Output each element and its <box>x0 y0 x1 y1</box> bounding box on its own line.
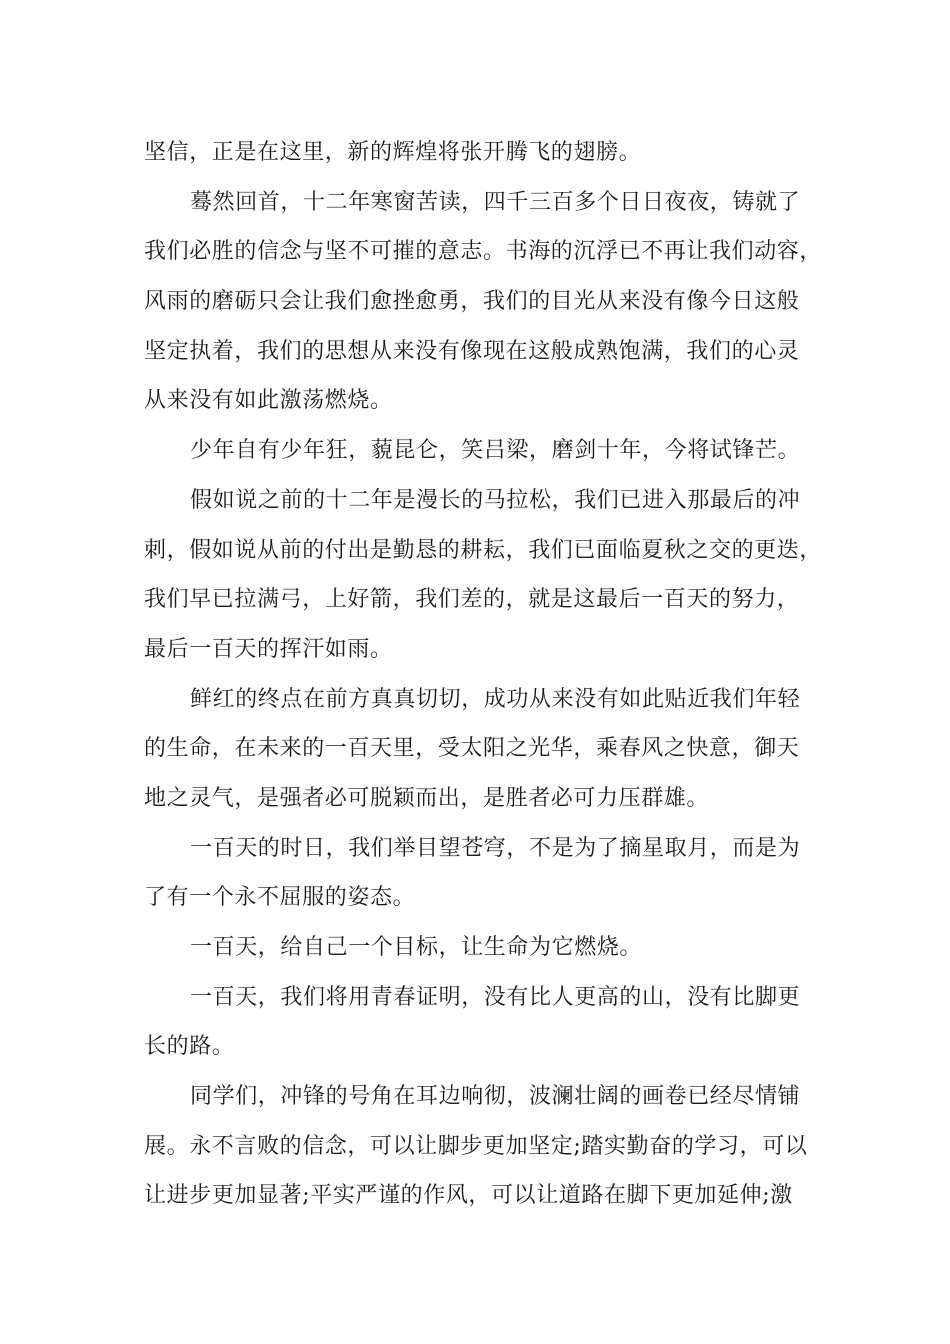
text-line: 坚信，正是在这里，新的辉煌将张开腾飞的翅膀。 <box>144 140 642 165</box>
text-line: 一百天的时日，我们举目望苍穹，不是为了摘星取月，而是为 <box>190 835 801 861</box>
text-line: 长的路。 <box>144 1034 235 1060</box>
document-body <box>144 128 824 1221</box>
text-line: 一百天，我们将用青春证明，没有比人更高的山，没有比脚更 <box>190 984 801 1010</box>
text-line: 展。永不言败的信念，可以让脚步更加坚定;踏实勤奋的学习，可以 <box>144 1133 808 1159</box>
text-line: 鲜红的终点在前方真真切切，成功从来没有如此贴近我们年轻 <box>190 686 801 712</box>
text-line: 地之灵气，是强者必可脱颖而出，是胜者必可力压群雄。 <box>144 785 710 811</box>
text-line: 让进步更加显著;平实严谨的作风，可以让道路在脚下更加延伸;激 <box>144 1183 793 1209</box>
text-line: 了有一个永不屈服的姿态。 <box>144 885 416 911</box>
text-line: 最后一百天的挥汗如雨。 <box>144 636 393 662</box>
text-line: 少年自有少年狂，藐昆仑，笑吕梁，磨剑十年，今将试锋芒。 <box>190 438 801 464</box>
text-line: 蓦然回首，十二年寒窗苦读，四千三百多个日日夜夜，铸就了 <box>190 189 801 215</box>
text-line: 假如说之前的十二年是漫长的马拉松，我们已进入那最后的冲 <box>190 487 801 513</box>
text-line: 我们必胜的信念与坚不可摧的意志。书海的沉浮已不再让我们动容， <box>144 239 823 265</box>
text-line: 从来没有如此激荡燃烧。 <box>144 388 393 414</box>
text-line: 一百天，给自己一个目标，让生命为它燃烧。 <box>190 935 643 960</box>
text-line: 风雨的磨砺只会让我们愈挫愈勇，我们的目光从来没有像今日这般 <box>144 289 800 315</box>
text-line: 我们早已拉满弓，上好箭，我们差的，就是这最后一百天的努力， <box>144 587 800 613</box>
text-line: 刺，假如说从前的付出是勤恳的耕耘，我们已面临夏秋之交的更迭， <box>144 537 823 563</box>
text-line: 同学们，冲锋的号角在耳边响彻，波澜壮阔的画卷已经尽情铺 <box>190 1084 801 1110</box>
text-line: 坚定执着，我们的思想从来没有像现在这般成熟饱满，我们的心灵 <box>144 338 800 364</box>
text-line: 的生命，在未来的一百天里，受太阳之光华，乘春风之快意，御天 <box>144 736 800 762</box>
